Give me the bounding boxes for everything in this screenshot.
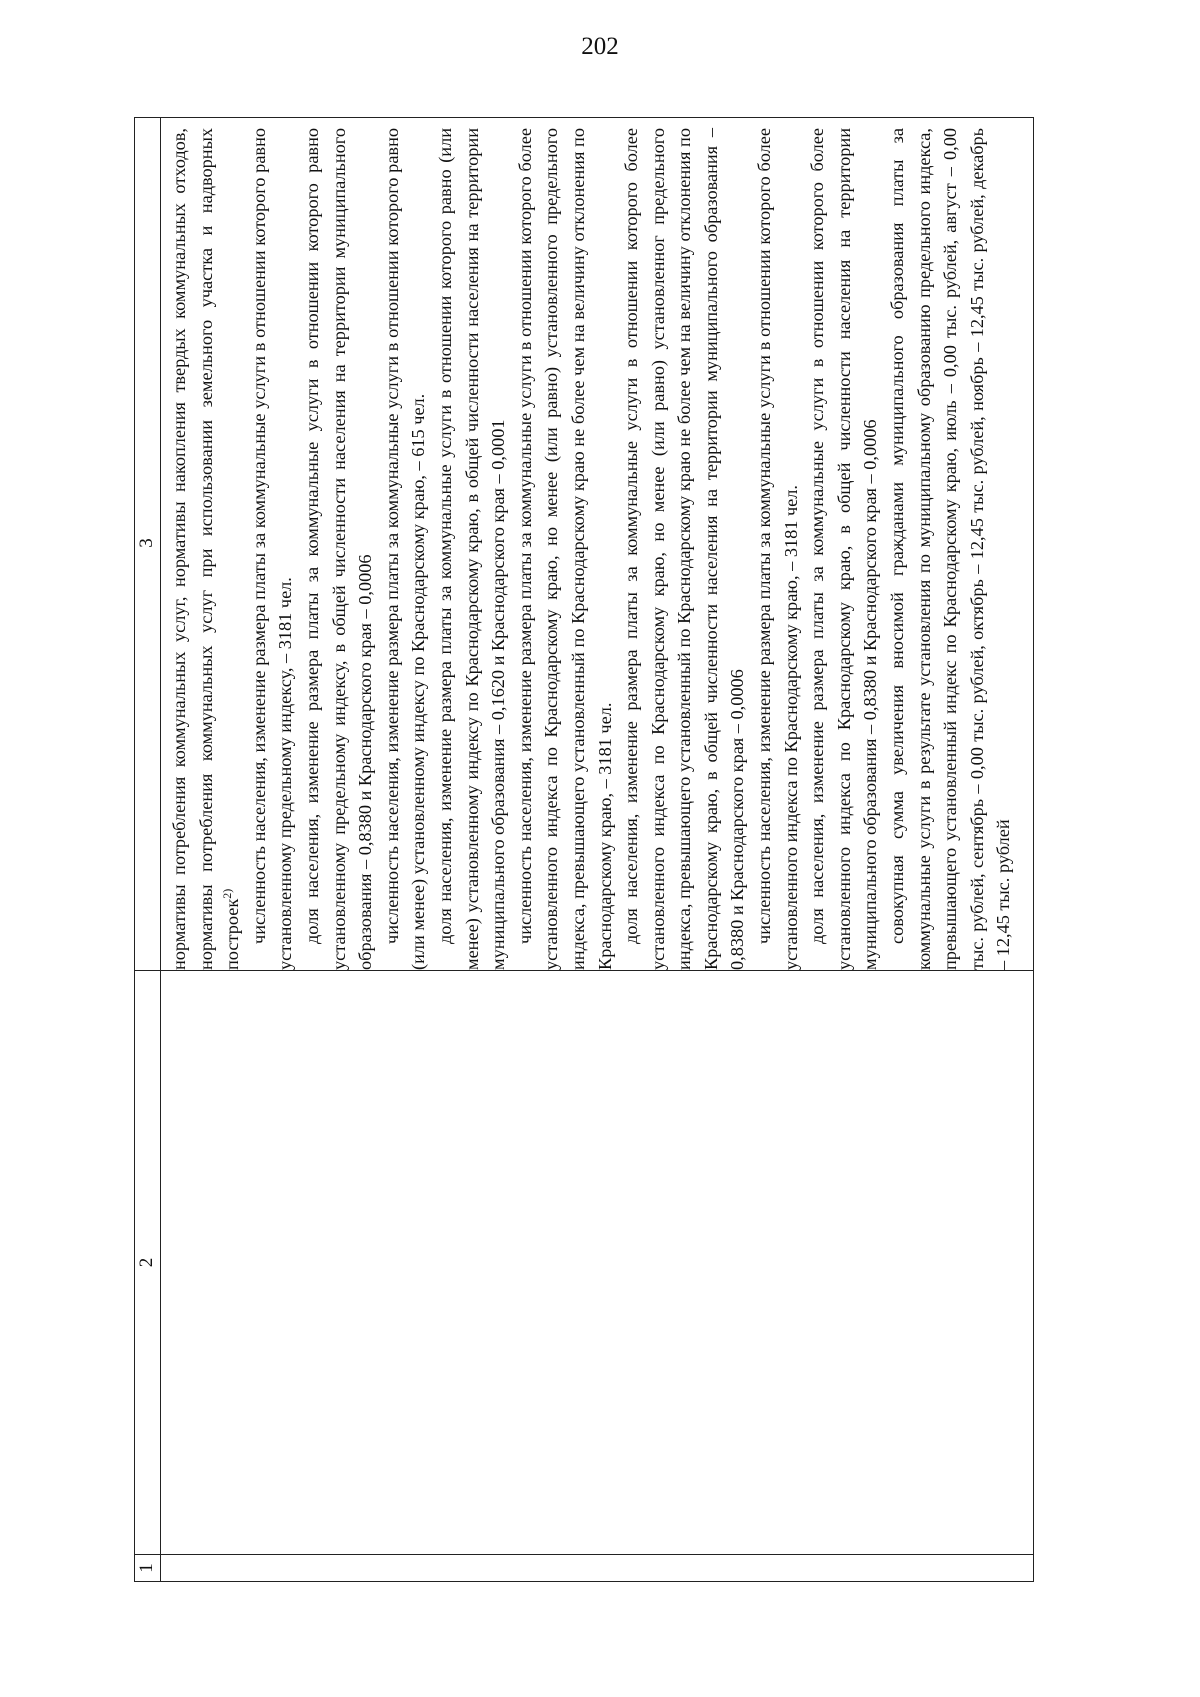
paragraph-4: численность населения, изменение размера платы за коммунальные услуги в отношении которого равно (или менее) установленному индексу по Краснодарскому краю, – 615 чел.: [381, 128, 429, 970]
column-divider-2: [135, 970, 1033, 971]
header-col-1: 1: [136, 1563, 157, 1573]
paragraph-3: доля населения, изменение размера платы за коммунальные услуги в отношении которого равно установленному предельному индексу, в общей численности населения на территории муниципального образования – 0,8380 и Краснодарского края – 0,0006: [301, 128, 376, 970]
paragraph-2: численность населения, изменение размера платы за коммунальные услуги в отношении которого равно установленному предельному индексу, – 3181 чел.: [248, 128, 296, 970]
column-3-content: [166, 128, 1017, 970]
data-table: [134, 117, 1034, 1582]
paragraph-7: доля населения, изменение размера платы за коммунальные услуги в отношении которого более установленного индекса по Краснодарскому краю, но менее (или равно) установленног предельного индекса, превышающего установленный по Краснодарскому краю не более чем на величину отклонения по Краснодарскому краю, в общей численности населения на территории муниципального образования – 0,8380 и Краснодарского края – 0,0006: [621, 128, 748, 970]
paragraph-10: совокупная сумма увеличения вносимой гражданами муниципального образования платы за коммунальные услуги в результате установления по муниципальному образованию предельного индекса, превышающего установленный индекс по Краснодарскому краю, июль – 0,00 тыс. рублей, август – 0,00 тыс. рублей, сентябрь – 0,00 тыс. рублей, октябрь – 12,45 тыс. рублей, ноябрь – 12,45 тыс. рублей, декабрь – 12,45 тыс. рублей: [887, 128, 1014, 970]
header-col-2: 2: [136, 1257, 157, 1268]
paragraph-8: численность населения, изменение размера платы за коммунальные услуги в отношении которого более установленного индекса по Краснодарскому краю, – 3181 чел.: [754, 128, 801, 970]
page-number: 202: [581, 33, 619, 60]
paragraph-5: доля населения, изменение размера платы за коммунальные услуги в отношении которого равно (или менее) установленному индексу по Краснодарскому краю, в общей численности населения на территории муниципального образования – 0,1620 и Краснодарского края – 0,0001: [434, 128, 509, 970]
table-frame: [134, 117, 1034, 1582]
paragraph-9: доля населения, изменение размера платы за коммунальные услуги в отношении которого более установленного индекса по Краснодарскому краю, в общей численности населения на территории муниципального образования – 0,8380 и Краснодарского края – 0,0006: [807, 128, 881, 970]
header-col-3: 3: [136, 538, 157, 548]
column-divider-1: [135, 1554, 1033, 1555]
footnote-marker: 2): [220, 888, 235, 899]
paragraph-1-text: нормативы потребления коммунальных услуг, нормативы накопления твердых коммунальных отходов, нормативы потребления коммунальных услуг при использовании земельного участка и надворных построек: [169, 128, 243, 970]
paragraph-1: [166, 128, 246, 970]
paragraph-6: численность населения, изменение размера платы за коммунальные услуги в отношении которого более установленного индекса по Краснодарскому краю, но менее (или равно) установленного предельного индекса, превышающего установленный по Краснодарскому краю не более чем на величину отклонения по Краснодарскому краю, – 3181 чел.: [514, 128, 615, 970]
table-header-row: [135, 118, 161, 1581]
